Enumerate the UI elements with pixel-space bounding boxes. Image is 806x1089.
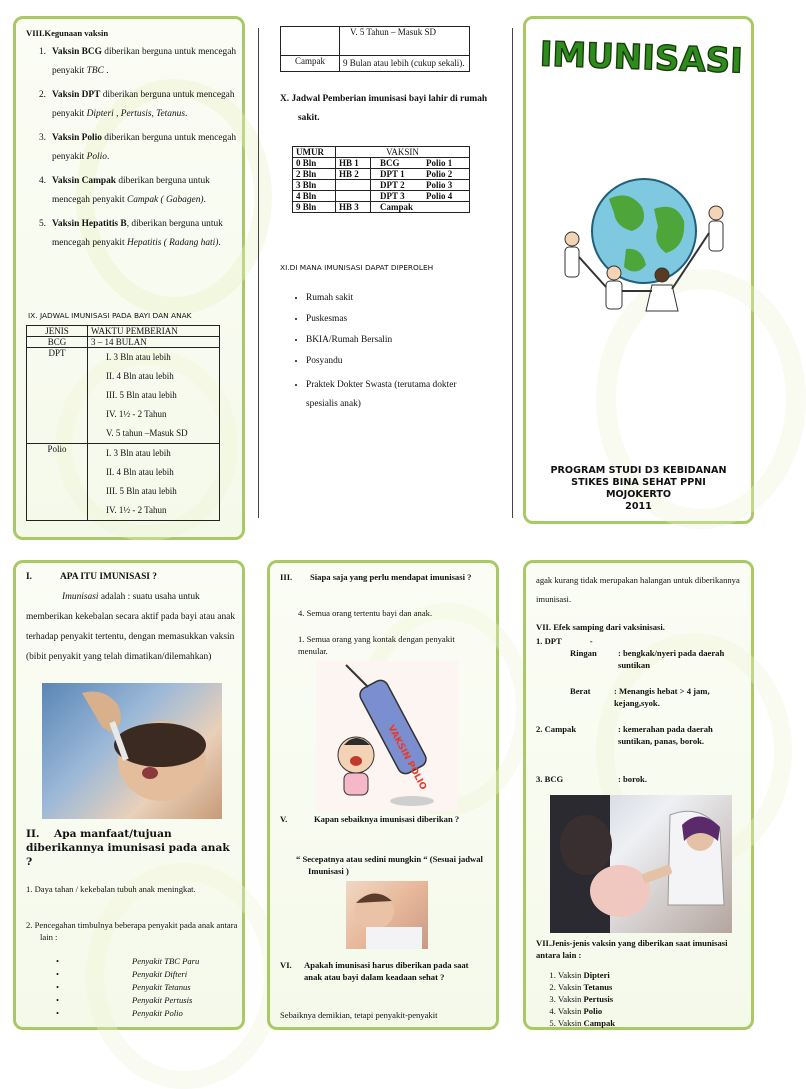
table-header-cell: JENIS xyxy=(27,326,88,337)
definition-paragraph: Imunisasi adalah : suatu usaha untuk memberikan kekebalan secara aktif pada bayi atau anak terhadap penyakit tertentu, dengan memasukkan vaksin (bibit penyakit yang telah dimatikan/dilemahkan) xyxy=(26,592,236,662)
list-item: 1. Vaksin BCG diberikan berguna untuk mencegah penyakit TBC . xyxy=(38,47,237,76)
fold-line xyxy=(258,28,259,518)
answer-healthy: Sebaiknya demikian, tetapi penyakit-penyakit xyxy=(280,1010,438,1020)
list-item: 4. Vaksin Polio xyxy=(558,1005,758,1017)
table-header-row xyxy=(293,147,470,158)
table-row: 4 Bln DPT 3 Polio 4 xyxy=(293,191,470,202)
cover-title xyxy=(539,25,744,89)
list-item: • Penyakit Difteri xyxy=(56,969,188,979)
list-item: 3. Vaksin Pertusis xyxy=(558,993,758,1005)
year: 2011 xyxy=(625,501,652,512)
list-item: • Rumah sakit xyxy=(306,292,482,305)
cover-credits xyxy=(526,465,751,513)
where-title: XI.DI MANA IMUNISASI DAPAT DIPEROLEH xyxy=(280,263,434,272)
table-cell: I. 3 Bln atau lebih II. 4 Bln atau lebih III. 5 Bln atau lebih IV. 1½ - 2 Tahun xyxy=(88,444,220,521)
list-item: 4. Vaksin Campak diberikan berguna untuk mencegah penyakit Campak ( Gabagen). xyxy=(38,176,210,205)
panel-cover xyxy=(523,16,754,524)
schedule-table-continued xyxy=(280,26,470,72)
section-heading: VII.Jenis-jenis vaksin yang diberikan saat imunisasi antara lain : xyxy=(536,938,728,960)
table-cell: DPT xyxy=(27,348,88,444)
vaccine-types-list xyxy=(536,969,758,1029)
school-name: STIKES BINA SEHAT PPNI xyxy=(571,477,706,488)
list-item: 2. Vaksin DPT diberikan berguna untuk mencegah penyakit Dipteri , Pertusis, Tetanus. xyxy=(38,90,235,119)
table-row: 9 Bln HB 3 Campak xyxy=(293,202,470,213)
panel-who-when xyxy=(267,560,499,1030)
table-row xyxy=(27,348,220,444)
list-item: 3. Vaksin Polio diberikan berguna untuk mencegah penyakit Polio. xyxy=(38,133,237,162)
schedule-table xyxy=(26,325,220,521)
who-item: 4. Semua orang tertentu bayi dan anak. xyxy=(298,608,433,618)
fold-line xyxy=(512,28,513,518)
table-header-cell: UMUR xyxy=(293,147,336,158)
vaccine-uses-list xyxy=(24,43,240,253)
table-row: 0 Bln HB 1 BCG Polio 1 xyxy=(293,158,470,169)
table-cell: BCG xyxy=(27,337,88,348)
table-header-cell: WAKTU PEMBERIAN xyxy=(88,326,220,337)
who-item: 1. Semua orang yang kontak dengan penyakit menular. xyxy=(298,634,455,656)
section-heading: VIII.Kegunaan vaksin xyxy=(26,28,109,38)
table-row xyxy=(281,56,470,72)
table-row xyxy=(27,337,220,348)
table-cell: V. 5 Tahun – Masuk SD xyxy=(340,27,470,56)
list-item: 5. Vaksin Campak xyxy=(558,1017,758,1029)
section-heading: III. Siapa saja yang perlu mendapat imunisasi ? xyxy=(280,572,472,582)
table-cell: 3 – 14 BULAN xyxy=(88,337,220,348)
list-item: • Penyakit Pertusis xyxy=(56,995,193,1005)
table-row xyxy=(27,444,220,521)
list-item: • Puskesmas xyxy=(306,313,482,326)
list-item: 1. Vaksin Dipteri xyxy=(558,969,758,981)
globe-children-illustration xyxy=(554,169,734,319)
table-row: 3 Bln DPT 2 Polio 3 xyxy=(293,180,470,191)
disease-list xyxy=(56,955,236,1019)
where-list xyxy=(292,292,482,414)
table-cell xyxy=(281,27,340,56)
section-heading: VI. Apakah imunisasi harus diberikan pada saat anak atau bayi dalam keadaan sehat ? xyxy=(280,960,469,982)
effect-value: : kemerahan pada daerah suntikan, panas, borok. xyxy=(618,724,713,746)
table-row xyxy=(281,27,470,56)
polio-vaccine-cartoon xyxy=(316,661,458,811)
schedule-title: IX. JADWAL IMUNISASI PADA BAYI DAN ANAK xyxy=(28,311,192,320)
effect-value: : bengkak/nyeri pada daerah suntikan xyxy=(618,648,725,670)
table-cell: Polio xyxy=(27,444,88,521)
table-cell: Campak xyxy=(281,56,340,72)
table-cell: I. 3 Bln atau lebih II. 4 Bln atau lebih III. 5 Bln atau lebih IV. 1½ - 2 Tahun V. 5 tahun –Masuk SD xyxy=(88,348,220,444)
intro-text: agak kurang tidak merupakan halangan untuk diberikannya imunisasi. xyxy=(536,575,740,604)
effect-label: Berat xyxy=(570,686,591,696)
effect-label: 1. DPT - xyxy=(536,636,593,646)
panel-side-effects xyxy=(523,560,754,1030)
hospital-schedule-title: X. Jadwal Pemberian imunisasi bayi lahir di rumah sakit. xyxy=(280,94,488,123)
table-cell: 9 Bulan atau lebih (cukup sekali). xyxy=(340,56,470,72)
syringe-label: VAKSIN POLIO xyxy=(385,723,428,792)
city-name: MOJOKERTO xyxy=(605,489,672,500)
list-item: • Penyakit Polio xyxy=(56,1008,183,1018)
list-item: 5. Vaksin Hepatitis B, diberikan berguna untuk mencegah penyakit Hepatitis ( Radang hati). xyxy=(38,219,223,248)
table-header-row xyxy=(27,326,220,337)
list-item: • Praktek Dokter Swasta (terutama dokter spesialis anak) xyxy=(306,376,482,414)
program-name: PROGRAM STUDI D3 KEBIDANAN xyxy=(550,465,727,476)
effect-value: : borok. xyxy=(618,774,647,784)
list-item: • Penyakit Tetanus xyxy=(56,982,191,992)
cover-title-text: IMUNISASI xyxy=(539,34,744,82)
benefit-item: 1. Daya tahan / kekebalan tubuh anak meningkat. xyxy=(26,884,196,894)
section-heading: I. APA ITU IMUNISASI ? xyxy=(26,572,157,582)
section-heading: VII. Efek samping dari vaksinisasi. xyxy=(536,622,665,632)
answer-when: “ Secepatnya atau sedini mungkin “ (Sesuai jadwal Imunisasi ) xyxy=(296,854,483,876)
effect-label: 3. BCG xyxy=(536,774,564,784)
list-item: • BKIA/Rumah Bersalin xyxy=(306,334,482,347)
sleeping-baby-photo xyxy=(346,881,428,949)
effect-label: 2. Campak xyxy=(536,724,577,734)
table-row: 2 Bln HB 2 DPT 1 Polio 2 xyxy=(293,169,470,180)
table-header-cell: VAKSIN xyxy=(336,147,470,158)
benefit-item: 2. Pencegahan timbulnya beberapa penyakit pada anak antara lain : xyxy=(26,920,238,942)
panel-what-is-immunization xyxy=(13,560,245,1030)
panel-vaccine-uses xyxy=(13,16,245,540)
section-heading: II. Apa manfaat/tujuan diberikannya imunisasi pada anak ? xyxy=(26,828,230,868)
list-item: • Posyandu xyxy=(306,355,482,368)
section-heading: V. Kapan sebaiknya imunisasi diberikan ? xyxy=(280,814,460,824)
list-item: 2. Vaksin Tetanus xyxy=(558,981,758,993)
nurse-vaccination-photo xyxy=(550,795,732,933)
list-item: • Penyakit TBC Paru xyxy=(56,956,200,966)
child-vaccination-photo xyxy=(42,683,222,819)
hospital-vaccine-table xyxy=(292,146,470,213)
panel-schedule xyxy=(270,20,502,530)
effect-label: Ringan xyxy=(570,648,597,658)
effect-value: : Menangis hebat > 4 jam, kejang,syok. xyxy=(614,686,710,708)
